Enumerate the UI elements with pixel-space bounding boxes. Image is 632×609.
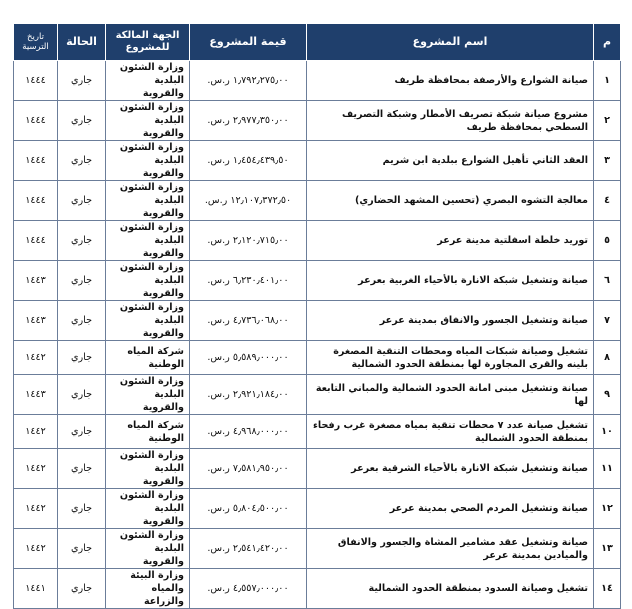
project-name-cell: تشغيل وصيانة شبكات المياه ومحطات التنقية المصغرة بلينه والقرى المجاورة لها بمنطقة الحدود الشمالية [307, 341, 594, 375]
project-name-cell: معالجة التشوه البصري (تحسين المشهد الحضاري) [307, 181, 594, 221]
award-date-cell: ١٤٤٤ [14, 101, 58, 141]
header-status: الحالة [58, 24, 106, 61]
status-cell: جاري [58, 341, 106, 375]
award-date-cell: ١٤٤٤ [14, 61, 58, 101]
table-row [14, 415, 621, 449]
row-number: ٤ [594, 181, 621, 221]
row-number: ٨ [594, 341, 621, 375]
row-number: ١١ [594, 449, 621, 489]
owner-cell: وزارة الشئون البلدية والقروية [106, 489, 190, 529]
project-value-cell: ٥٫٥٨٩٫٠٠٠٫٠٠ ر.س. [190, 341, 307, 375]
table-row [14, 341, 621, 375]
row-number: ١ [594, 61, 621, 101]
owner-cell: وزارة البيئة والمياه والزراعة [106, 569, 190, 609]
owner-cell: وزارة الشئون البلدية والقروية [106, 101, 190, 141]
project-value-cell: ١٢٫١٠٧٫٣٧٢٫٥٠ ر.س. [190, 181, 307, 221]
award-date-cell: ١٤٤٣ [14, 261, 58, 301]
owner-cell: وزارة الشئون البلدية والقروية [106, 61, 190, 101]
status-cell: جاري [58, 415, 106, 449]
project-value-cell: ٤٫٥٥٧٫٠٠٠٫٠٠ ر.س. [190, 569, 307, 609]
project-name-cell: تشغيل وصيانة السدود بمنطقة الحدود الشمالية [307, 569, 594, 609]
row-number: ٢ [594, 101, 621, 141]
table-row [14, 261, 621, 301]
award-date-cell: ١٤٤٣ [14, 301, 58, 341]
project-value-cell: ١٫٤٥٤٫٤٣٩٫٥٠ ر.س. [190, 141, 307, 181]
project-value-cell: ٤٫٧٣٦٫٠٦٨٫٠٠ ر.س. [190, 301, 307, 341]
row-number: ١٠ [594, 415, 621, 449]
owner-cell: وزارة الشئون البلدية والقروية [106, 375, 190, 415]
project-value-cell: ٢٫٩٧٧٫٣٥٠٫٠٠ ر.س. [190, 101, 307, 141]
table-row [14, 529, 621, 569]
project-value-cell: ٧٫٥٨١٫٩٥٠٫٠٠ ر.س. [190, 449, 307, 489]
project-name-cell: صيانة وتشغيل عقد مشامير المشاة والجسور والانفاق والميادين بمدينة عرعر [307, 529, 594, 569]
table-row [14, 141, 621, 181]
status-cell: جاري [58, 181, 106, 221]
table-row [14, 181, 621, 221]
owner-cell: وزارة الشئون البلدية والقروية [106, 181, 190, 221]
row-number: ١٣ [594, 529, 621, 569]
table-row [14, 221, 621, 261]
project-name-cell: صيانة وتشغيل مبنى امانة الحدود الشمالية والمباني التابعة لها [307, 375, 594, 415]
project-name-cell: صيانة وتشغيل شبكة الانارة بالأحياء الشرقية بعرعر [307, 449, 594, 489]
project-name-cell: صيانة وتشغيل المردم الصحي بمدينة عرعر [307, 489, 594, 529]
status-cell: جاري [58, 489, 106, 529]
award-date-cell: ١٤٤٤ [14, 221, 58, 261]
owner-cell: وزارة الشئون البلدية والقروية [106, 449, 190, 489]
project-name-cell: تشغيل صيانة عدد ٧ محطات تنقية بمياه مصغرة غرب رفحاء بمنطقة الحدود الشمالية [307, 415, 594, 449]
owner-cell: شركة المياه الوطنية [106, 415, 190, 449]
projects-table-container [13, 23, 620, 609]
project-name-cell: توريد خلطة اسفلتية مدينة عرعر [307, 221, 594, 261]
table-row [14, 61, 621, 101]
project-value-cell: ٢٫١٢٠٫٧١٥٫٠٠ ر.س. [190, 221, 307, 261]
owner-cell: وزارة الشئون البلدية والقروية [106, 301, 190, 341]
award-date-cell: ١٤٤٣ [14, 375, 58, 415]
status-cell: جاري [58, 449, 106, 489]
row-number: ٩ [594, 375, 621, 415]
row-number: ١٢ [594, 489, 621, 529]
status-cell: جاري [58, 101, 106, 141]
project-name-cell: مشروع صيانة شبكة تصريف الأمطار وشبكة التصريف السطحي بمحافظة طريف [307, 101, 594, 141]
award-date-cell: ١٤٤٢ [14, 415, 58, 449]
project-name-cell: صيانة وتشغيل الجسور والانفاق بمدينة عرعر [307, 301, 594, 341]
row-number: ٣ [594, 141, 621, 181]
table-header-row [14, 24, 621, 61]
table-row [14, 375, 621, 415]
header-num: م [594, 24, 621, 61]
owner-cell: وزارة الشئون البلدية والقروية [106, 529, 190, 569]
header-project-value: قيمة المشروع [190, 24, 307, 61]
project-name-cell: العقد الثاني تأهيل الشوارع ببلدية ابن شريم [307, 141, 594, 181]
project-value-cell: ٤٫٩٦٨٫٠٠٠٫٠٠ ر.س. [190, 415, 307, 449]
header-project-name: اسم المشروع [307, 24, 594, 61]
project-value-cell: ٥٫٨٠٤٫٥٠٠٫٠٠ ر.س. [190, 489, 307, 529]
row-number: ٧ [594, 301, 621, 341]
project-value-cell: ١٫٧٩٢٫٢٧٥٫٠٠ ر.س. [190, 61, 307, 101]
project-name-cell: صيانة وتشغيل شبكة الانارة بالأحياء الغربية بعرعر [307, 261, 594, 301]
table-row [14, 101, 621, 141]
award-date-cell: ١٤٤٢ [14, 449, 58, 489]
table-row [14, 569, 621, 609]
owner-cell: وزارة الشئون البلدية والقروية [106, 261, 190, 301]
status-cell: جاري [58, 141, 106, 181]
owner-cell: وزارة الشئون البلدية والقروية [106, 221, 190, 261]
header-owner: الجهة المالكة للمشروع [106, 24, 190, 61]
project-value-cell: ٦٫٢٣٠٫٤٠١٫٠٠ ر.س. [190, 261, 307, 301]
project-value-cell: ٢٫٩٢١٫١٨٤٫٠٠ ر.س. [190, 375, 307, 415]
row-number: ١٤ [594, 569, 621, 609]
status-cell: جاري [58, 301, 106, 341]
award-date-cell: ١٤٤٢ [14, 341, 58, 375]
row-number: ٦ [594, 261, 621, 301]
table-row [14, 301, 621, 341]
table-row [14, 449, 621, 489]
status-cell: جاري [58, 261, 106, 301]
project-name-cell: صيانة الشوارع والأرصفة بمحافظة طريف [307, 61, 594, 101]
award-date-cell: ١٤٤٤ [14, 181, 58, 221]
status-cell: جاري [58, 221, 106, 261]
status-cell: جاري [58, 375, 106, 415]
status-cell: جاري [58, 529, 106, 569]
status-cell: جاري [58, 61, 106, 101]
award-date-cell: ١٤٤٢ [14, 529, 58, 569]
projects-table [13, 23, 621, 609]
award-date-cell: ١٤٤٢ [14, 489, 58, 529]
row-number: ٥ [594, 221, 621, 261]
owner-cell: وزارة الشئون البلدية والقروية [106, 141, 190, 181]
owner-cell: شركة المياه الوطنية [106, 341, 190, 375]
table-row [14, 489, 621, 529]
award-date-cell: ١٤٤٤ [14, 141, 58, 181]
header-award-date: تاريخ الترسية [14, 24, 58, 61]
project-value-cell: ٢٫٥٤١٫٤٢٠٫٠٠ ر.س. [190, 529, 307, 569]
award-date-cell: ١٤٤١ [14, 569, 58, 609]
status-cell: جاري [58, 569, 106, 609]
